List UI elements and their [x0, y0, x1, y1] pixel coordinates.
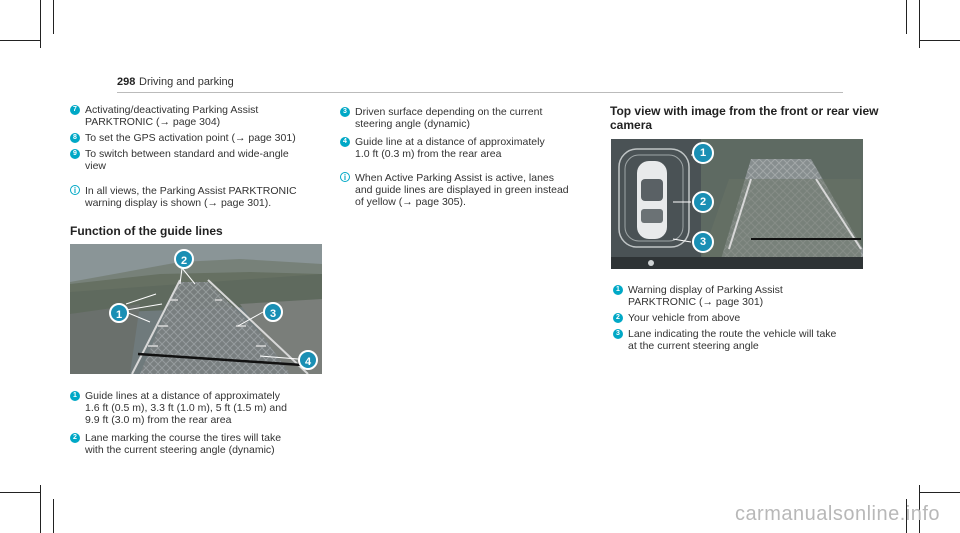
item-text: Activating/deactivating Parking Assist PARKTRONIC (→ page 304)	[85, 104, 259, 128]
list-item	[70, 432, 330, 458]
item-badge: 2	[70, 433, 80, 443]
crop-mark	[920, 40, 960, 41]
watermark: carmanualsonline.info	[734, 503, 940, 525]
item-badge: 9	[70, 149, 80, 159]
info-note	[340, 172, 610, 210]
item-text: To switch between standard and wide-angle view	[85, 148, 289, 172]
note-text: When Active Parking Assist is active, lanes and guide lines are displayed in green instead of yellow (→ page 305).	[355, 172, 569, 208]
crop-mark	[40, 0, 41, 48]
image-callout: 2	[692, 191, 714, 213]
page-number: 298	[117, 76, 136, 88]
list-item	[613, 328, 873, 354]
item-text: Guide line at a distance of approximately 1.0 ft (0.3 m) from the rear area	[355, 136, 545, 160]
crop-mark	[53, 0, 54, 34]
crop-mark	[40, 485, 41, 533]
info-icon: i	[340, 172, 350, 182]
info-icon: i	[70, 185, 80, 195]
note-text: In all views, the Parking Assist PARKTRONIC warning display is shown (→ page 301).	[85, 185, 297, 209]
item-text: Driven surface depending on the current steering angle (dynamic)	[355, 106, 543, 130]
list-item	[70, 148, 330, 174]
item-badge: 8	[70, 133, 80, 143]
info-note	[70, 185, 330, 211]
image-callout: 1	[692, 142, 714, 164]
item-text: To set the GPS activation point (→ page 301)	[85, 132, 296, 144]
header-divider	[117, 92, 843, 93]
item-badge: 1	[613, 285, 623, 295]
crop-mark	[920, 492, 960, 493]
item-text: Guide lines at a distance of approximately 1.6 ft (0.5 m), 3.3 ft (1.0 m), 5 ft (1.5 m) and 9.9 ft (3.0 m) from the rear area	[85, 390, 287, 426]
crop-mark	[906, 0, 907, 34]
image-callout: 3	[692, 231, 714, 253]
section-heading: Top view with image from the front or rear view camera	[610, 104, 879, 132]
rear-camera-image	[70, 244, 322, 374]
item-badge: 2	[613, 313, 623, 323]
list-item	[613, 312, 873, 326]
item-badge: 4	[340, 137, 350, 147]
list-item	[340, 106, 600, 132]
item-text: Lane marking the course the tires will take with the current steering angle (dynamic)	[85, 432, 282, 456]
image-callout: 3	[263, 302, 283, 322]
list-item	[70, 104, 330, 130]
image-callout: 1	[109, 303, 129, 323]
top-view-image	[611, 139, 863, 269]
crop-mark	[0, 492, 40, 493]
item-badge: 3	[613, 329, 623, 339]
image-callout: 2	[174, 249, 194, 269]
item-text: Your vehicle from above	[628, 312, 741, 324]
page-title: Driving and parking	[139, 76, 234, 88]
camera-view-graphic	[70, 244, 322, 374]
top-view-graphic	[611, 139, 863, 269]
list-item	[70, 132, 330, 146]
item-badge: 3	[340, 107, 350, 117]
list-item	[613, 284, 873, 310]
list-item	[70, 390, 330, 428]
item-badge: 7	[70, 105, 80, 115]
section-heading: Function of the guide lines	[70, 224, 223, 238]
list-item	[340, 136, 600, 162]
item-text: Warning display of Parking Assist PARKTRONIC (→ page 301)	[628, 284, 783, 308]
image-callout: 4	[298, 350, 318, 370]
crop-mark	[53, 499, 54, 533]
item-badge: 1	[70, 391, 80, 401]
crop-mark	[0, 40, 40, 41]
item-text: Lane indicating the route the vehicle will take at the current steering angle	[628, 328, 837, 352]
